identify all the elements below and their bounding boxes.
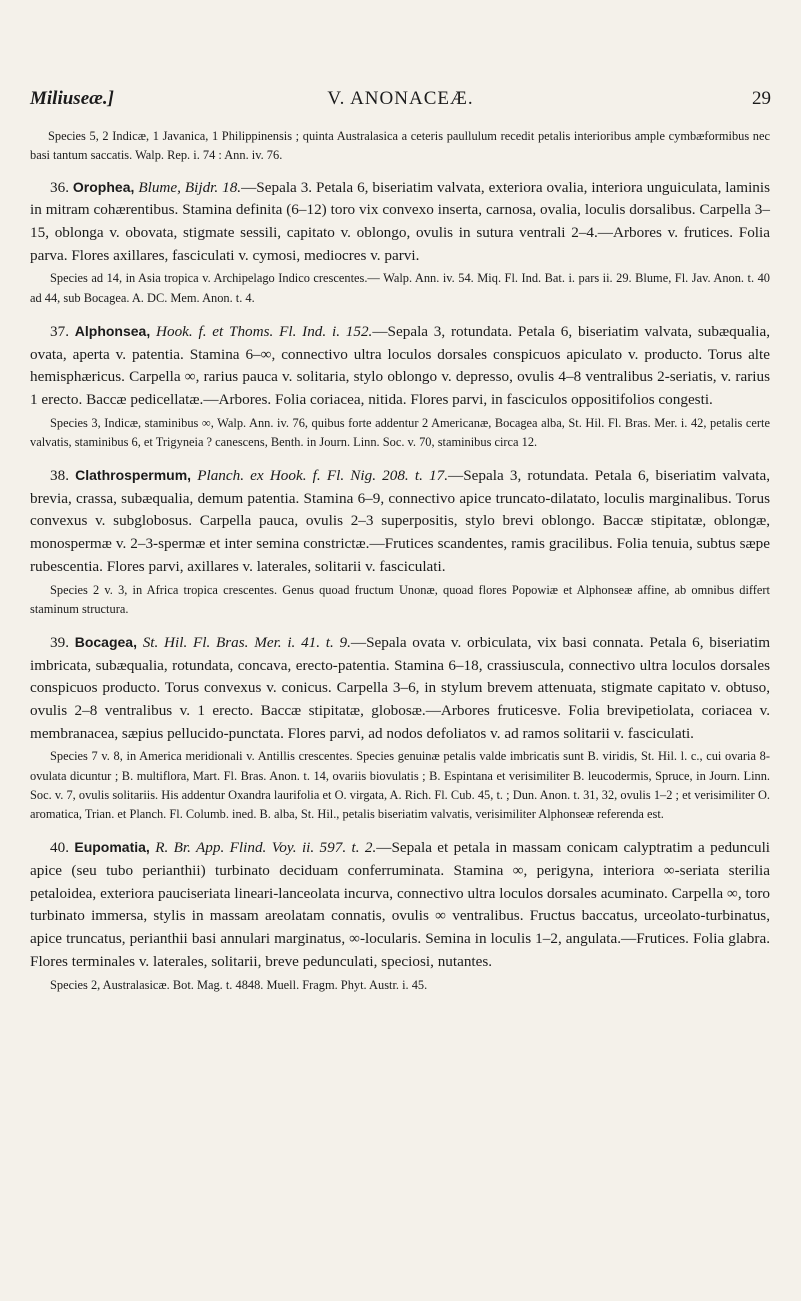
genus-authority: Planch. ex Hook. f. Fl. Nig. 208. t. 17. — [197, 467, 449, 485]
genus-name: Orophea, — [72, 178, 135, 195]
genus-authority: Blume, Bijdr. 18. — [138, 178, 242, 196]
description-text: —Sepala ovata v. orbiculata, vix basi connata. Petala 6, biseriatim imbricata, subæqualia, rotundata, concava, erecto-patentia. Stamina 6–18, crassiuscula, connectivo ultra loculos dorsales conspicuos producto. Torus convexus v. conicus. Carpella 3–6, in stylum brevem attenuata, stigmate capitato v. obtuso, ovulis 2–8 ventralibus v. 1 erecto. Baccæ stipitatæ, globosæ.—Arbores fruticesve. Folia brevipetiolata, coriacea v. membranacea, sæpius pellucido-punctata. Flores parvi, ad nodos defoliatos v. ad ramos solitarii v. fasciculati. — [30, 633, 771, 742]
genus-entry-orophea — [30, 176, 770, 308]
description-text: —Sepala 3, rotundata. Petala 6, biseriatim valvata, brevia, crassa, subæqualia, demum patentia. Stamina 6–9, connectivo apice truncato-dilatato, loculis marginalibus. Torus convexus v. subglobosus. Carpella pauca, ovulis 2–3 superpositis, stylo brevi oblongo. Baccæ stipitatæ, oblongæ, monospermæ v. 2–3-spermæ et inter semina constrictæ.—Frutices scandentes, ramis gracilibus. Folia tenuia, subtus sæpe rubescentia. Flores parvi, axillares v. laterales, solitarii v. fasciculati. — [30, 467, 771, 575]
genus-description — [30, 631, 770, 746]
genus-authority: Hook. f. et Thoms. Fl. Ind. i. 152. — [156, 322, 373, 340]
entry-number: 37. — [50, 322, 69, 340]
species-notes: Species ad 14, in Asia tropica v. Archipelago Indico crescentes.— Walp. Ann. iv. 54. Miq. Fl. Ind. Bat. i. pars ii. 29. Blume, Fl. Jav. Anon. t. 40 ad 44, sub Bocagea. A. DC. Mem. Anon. t. 4. — [30, 271, 770, 305]
genus-description — [30, 464, 770, 579]
entry-number: 40. — [50, 839, 69, 857]
genus-name: Clathrospermum, — [75, 467, 192, 484]
genus-entry-alphonsea — [30, 320, 770, 452]
genus-entry-clathrospermum — [30, 464, 770, 619]
description-text: —Sepala 3, rotundata. Petala 6, biseriatim valvata, subæqualia, ovata, aperta v. patentia. Stamina 6–∞, connectivo ultra loculos dorsales conspicuos apiculato v. producto. Torus alte hemisphæricus. Carpella ∞, rarius pauca v. solitaria, stylo oblongo v. depresso, ovulis 4–8 ventralibus 2-seriatis, v. rarius 1 erecto. Baccæ pedicellatæ.—Arbores. Folia coriacea, nitida. Flores parvi, in fasciculos oppositifolios congesti. — [30, 322, 771, 408]
genus-name: Eupomatia, — [74, 839, 150, 856]
entry-number: 36. — [50, 178, 69, 196]
description-text: —Sepala et petala in massam conicam calyptratim a pedunculi apice (seu tubo perianthii) turbinato deciduam conferruminata. Stamina ∞, perigyna, interiora ∞-seriata sterilia petaloidea, exteriora pauciseriata lineari-lanceolata incurva, connectivo ultra loculos dorsales acuminato. Carpella ∞, toro turbinato immersa, stylis in massam areolatam connatis, ovulis ∞ ventralibus. Fructus baccatus, urceolato-turbinatus, apice truncatus, perianthii basi annulari marginatus, ∞-locularis. Semina in loculis 1–2, angulata.—Frutices. Folia glabra. Flores terminales v. laterales, solitarii, breve pedunculati, speciosi, nutantes. — [30, 839, 771, 970]
genus-entry-eupomatia — [30, 836, 770, 994]
section-title: V. ANONACEÆ. — [327, 88, 474, 109]
entry-number: 38. — [50, 467, 69, 485]
species-notes: Species 7 v. 8, in America meridionali v. Antillis crescentes. Species genuinæ petalis valde imbricatis sunt B. viridis, St. Hil. l. c., cui ovaria 8-ovulata dicuntur ; B. multiflora, Mart. Fl. Bras. Anon. t. 14, ovariis biovulatis ; B. Espintana et verisimiliter B. leucodermis, Spruce, in Journ. Linn. Soc. v. 7, ovulis solitariis. His addentur Oxandra laurifolia et O. virgata, A. Rich. Fl. Cub. 45, t. ; Dun. Anon. t. 31, 32, ovulis 1–2 ; et verisimiliter O. aromatica, Trian. et Planch. Fl. Columb. ined. B. alba, St. Hil., petalis biseriatim valvatis, verisimiliter Alphonseæ referenda est. — [30, 749, 770, 822]
entry-number: 39. — [50, 633, 69, 651]
genus-name: Alphonsea, — [74, 322, 151, 339]
page-number: 29 — [752, 88, 771, 109]
species-notes: Species 2 v. 3, in Africa tropica crescentes. Genus quoad fructum Unonæ, quoad flores Popowiæ et Alphonseæ affine, ab omnibus differt staminum structura. — [30, 582, 770, 616]
genus-description — [30, 836, 770, 973]
running-title: Miliuseæ.] — [30, 88, 114, 109]
genus-description — [30, 176, 770, 268]
genus-authority: St. Hil. Fl. Bras. Mer. i. 41. t. 9. — [142, 633, 351, 651]
genus-entry-bocagea — [30, 631, 770, 824]
description-text: —Sepala 3. Petala 6, biseriatim valvata, exteriora ovalia, interiora unguiculata, laminis in mitram cohærentibus. Stamina definita (6–12) toro vix convexo inserta, carnosa, ovalia, loculis dorsalibus. Carpella 3–15, oblonga v. obovata, stigmate sessili, capitato v. oblongo, ovulis in sutura ventrali 2–4.—Arbores v. frutices. Folia parva. Flores axillares, fasciculati v. cymosi, mediocres v. parvi. — [30, 178, 771, 264]
page-body — [30, 127, 770, 1007]
continuation-paragraph: Species 5, 2 Indicæ, 1 Javanica, 1 Philippinensis ; quinta Australasica a ceteris paullulum recedit petalis interioribus ample cymbæformibus nec basi tantum saccatis. Walp. Rep. i. 74 : Ann. iv. 76. — [30, 129, 770, 163]
genus-description — [30, 320, 770, 412]
species-notes: Species 3, Indicæ, staminibus ∞, Walp. Ann. iv. 76, quibus forte addentur 2 Americanæ, Bocagea alba, St. Hil. Fl. Bras. Mer. i. 42, petalis certe valvatis, staminibus 6, et Trigyneia ? canescens, Benth. in Journ. Linn. Soc. v. 70, staminibus circa 12. — [30, 415, 770, 449]
genus-name: Bocagea, — [74, 633, 137, 650]
species-notes: Species 2, Australasicæ. Bot. Mag. t. 4848. Muell. Fragm. Phyt. Austr. i. 45. — [50, 977, 428, 992]
genus-authority: R. Br. App. Flind. Voy. ii. 597. t. 2. — [155, 839, 377, 857]
running-header — [30, 88, 771, 114]
